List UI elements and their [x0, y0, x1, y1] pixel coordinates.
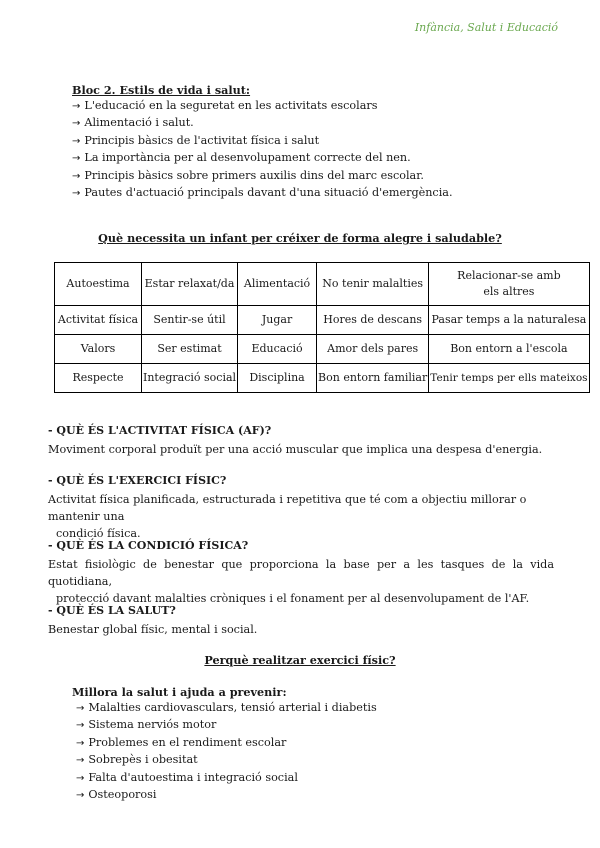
list-item: → Malalties cardiovasculars, tensió arterial i diabetis	[76, 701, 377, 714]
definition-question: - QUÈ ÉS LA CONDICIÓ FÍSICA?	[48, 539, 249, 552]
table-cell: Ser estimat	[142, 335, 238, 364]
list-item: → Osteoporosi	[76, 788, 157, 802]
arrow-right-icon: →	[72, 118, 81, 130]
table-cell: Educació	[238, 335, 317, 364]
definition-condicio	[48, 538, 554, 607]
list-item: → Pautes d'actuació principals davant d'una situació d'emergència.	[72, 186, 453, 200]
table-cell: Respecte	[55, 364, 142, 393]
definition-text: Moviment corporal produït per una acció muscular que implica una despesa d'energia.	[48, 443, 543, 456]
table-row	[55, 263, 590, 306]
definition-text: Estat fisiològic de benestar que proporciona la base per a les tasques de la vida quotidiana, protecció davant malalties cròniques i el fonament per al desenvolupament de l'AF.	[48, 558, 554, 605]
table-cell: Valors	[55, 335, 142, 364]
table-row	[55, 335, 590, 364]
bloc-list	[72, 98, 552, 202]
benefits-section	[72, 684, 552, 804]
table-row	[55, 364, 590, 393]
definition-question: - QUÈ ÉS L'EXERCICI FÍSIC?	[48, 474, 227, 487]
list-item: → Principis bàsics de l'activitat física i salut	[72, 133, 320, 147]
table-cell: Autoestima	[55, 263, 142, 306]
table-cell: Pasar temps a la naturalesa	[429, 306, 589, 335]
table-cell: Alimentació	[238, 263, 317, 306]
table-cell: No tenir malalties	[317, 263, 429, 306]
definition-question: - QUÈ ÉS L'ACTIVITAT FÍSICA (AF)?	[48, 424, 272, 437]
list-item: → Sistema nerviós motor	[76, 718, 217, 732]
definition-text: Benestar global físic, mental i social.	[48, 623, 258, 636]
arrow-right-icon: →	[72, 135, 81, 147]
definition-af	[48, 423, 554, 458]
table-cell: Hores de descans	[317, 306, 429, 335]
arrow-right-icon: →	[76, 720, 85, 732]
table-cell: Integració social	[142, 364, 238, 393]
arrow-right-icon: →	[76, 737, 85, 749]
table-cell: Relacionar-se amb els altres	[429, 263, 589, 306]
arrow-right-icon: →	[76, 772, 85, 784]
benefits-title: Millora la salut i ajuda a prevenir:	[72, 685, 287, 699]
arrow-right-icon: →	[76, 703, 85, 714]
table-cell: Amor dels pares	[317, 335, 429, 364]
definition-exercici	[48, 473, 554, 542]
table-cell: Disciplina	[238, 364, 317, 393]
table-cell: Tenir temps per ells mateixos	[429, 364, 589, 393]
arrow-right-icon: →	[76, 790, 85, 802]
definition-question: - QUÈ ÉS LA SALUT?	[48, 604, 176, 617]
list-item: → L'educació en la seguretat en les activitats escolars	[72, 99, 378, 112]
list-item: → Alimentació i salut.	[72, 116, 194, 130]
definition-text: Activitat física planificada, estructurada i repetitiva que té com a objectiu millorar o mantenir una condició física.	[48, 493, 527, 540]
list-item: → Problemes en el rendiment escolar	[76, 735, 287, 749]
arrow-right-icon: →	[76, 755, 85, 767]
arrow-right-icon: →	[72, 188, 81, 200]
arrow-right-icon: →	[72, 170, 81, 182]
question-title-exercise: Perquè realitzar exercici físic?	[204, 653, 396, 667]
list-item: → Falta d'autoestima i integració social	[76, 770, 298, 784]
table-cell: Sentir-se útil	[142, 306, 238, 335]
table-row	[55, 306, 590, 335]
list-item: → La importància per al desenvolupament correcte del nen.	[72, 151, 411, 165]
table-cell: Bon entorn familiar	[317, 364, 429, 393]
header-note: Infància, Salut i Educació	[414, 21, 558, 34]
table-cell: Activitat física	[55, 306, 142, 335]
question-title-needs: Què necessita un infant per créixer de forma alegre i saludable?	[98, 231, 502, 245]
table-cell: Bon entorn a l'escola	[429, 335, 589, 364]
bloc-section	[72, 82, 552, 202]
benefits-list	[72, 700, 552, 804]
list-item: → Principis bàsics sobre primers auxilis dins del marc escolar.	[72, 168, 424, 182]
list-item: → Sobrepès i obesitat	[76, 753, 198, 767]
arrow-right-icon: →	[72, 101, 81, 112]
bloc-title: Bloc 2. Estils de vida i salut:	[72, 83, 251, 97]
table-cell: Estar relaxat/da	[142, 263, 238, 306]
needs-table	[54, 262, 590, 393]
definition-salut	[48, 603, 554, 638]
table-cell: Jugar	[238, 306, 317, 335]
arrow-right-icon: →	[72, 153, 81, 165]
